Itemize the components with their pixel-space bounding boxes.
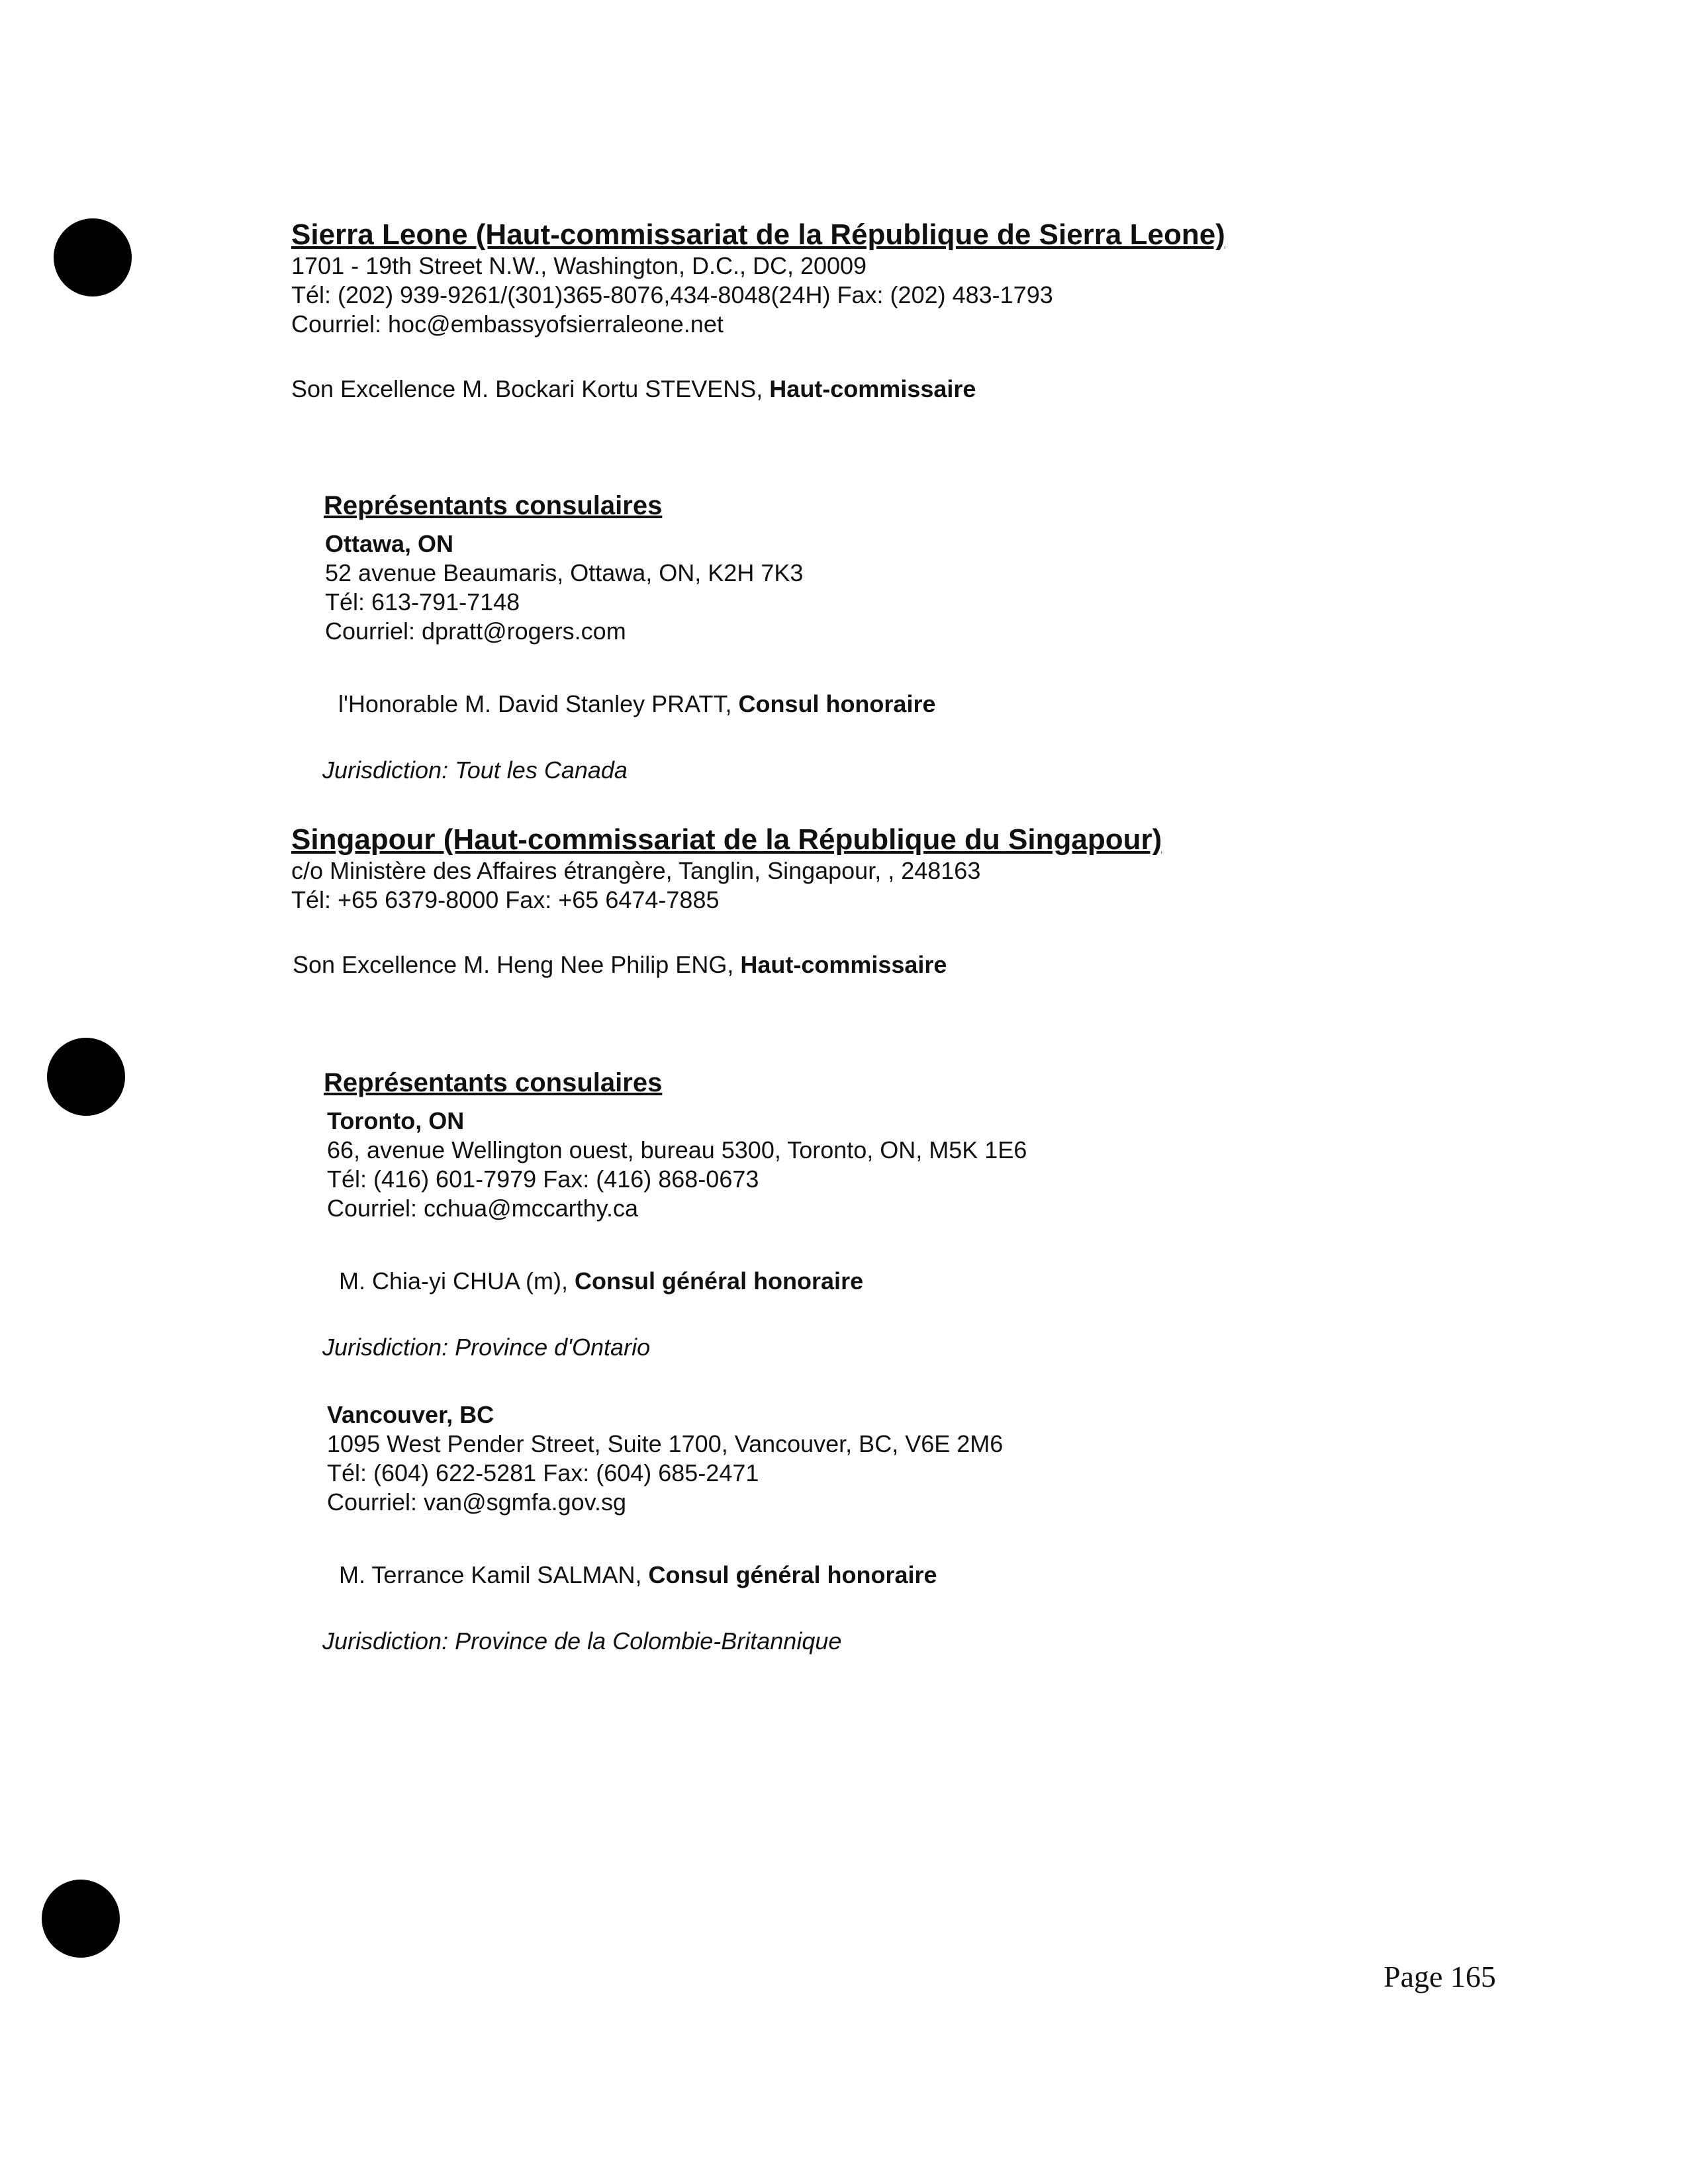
singapore-head-title: Haut-commissaire [740, 951, 947, 978]
consul-ottawa-officer [338, 690, 935, 719]
consul-ottawa-city: Ottawa, ON [325, 530, 454, 557]
binder-hole-middle [47, 1038, 125, 1116]
consul-toronto-officer [339, 1267, 863, 1296]
consul-vancouver [327, 1400, 1003, 1517]
sierra-leone-phone: Tél: (202) 939-9261/(301)365-8076,434-8048(24H) Fax: (202) 483-1793 [291, 281, 1053, 308]
singapore-address: c/o Ministère des Affaires étrangère, Tanglin, Singapour, , 248163 [291, 857, 981, 884]
sierra-leone-head-title: Haut-commissaire [769, 375, 976, 402]
sierra-leone-address: 1701 - 19th Street N.W., Washington, D.C., DC, 20009 [291, 252, 867, 279]
consul-ottawa-title: Consul honoraire [738, 690, 936, 717]
consul-toronto-title: Consul général honoraire [575, 1267, 864, 1295]
consul-ottawa-phone: Tél: 613-791-7148 [325, 588, 520, 615]
consul-vancouver-city: Vancouver, BC [327, 1401, 494, 1428]
sierra-leone-consular-heading: Représentants consulaires [324, 491, 663, 520]
consul-toronto-address: 66, avenue Wellington ouest, bureau 5300, Toronto, ON, M5K 1E6 [327, 1136, 1027, 1163]
sierra-leone-head-name: Son Excellence M. Bockari Kortu STEVENS, [291, 375, 770, 402]
consul-ottawa-name: l'Honorable M. David Stanley PRATT, [338, 690, 739, 717]
consul-ottawa [325, 529, 803, 646]
consul-ottawa-jurisdiction: Jurisdiction: Tout les Canada [322, 756, 628, 784]
sierra-leone-section [291, 218, 1225, 339]
sierra-leone-head-of-mission [291, 375, 976, 404]
sierra-leone-heading: Sierra Leone (Haut-commissariat de la République de Sierra Leone) [291, 218, 1225, 251]
sierra-leone-email: Courriel: hoc@embassyofsierraleone.net [291, 310, 724, 338]
consul-vancouver-officer [339, 1561, 937, 1590]
singapore-section [291, 823, 1162, 915]
consul-vancouver-title: Consul général honoraire [648, 1561, 937, 1588]
binder-hole-top [54, 218, 132, 296]
consul-toronto-phone: Tél: (416) 601-7979 Fax: (416) 868-0673 [327, 1165, 759, 1193]
page-number: Page 165 [1383, 1960, 1496, 1993]
singapore-head-of-mission [293, 950, 947, 979]
singapore-consular-heading: Représentants consulaires [324, 1068, 663, 1097]
consul-vancouver-email: Courriel: van@sgmfa.gov.sg [327, 1488, 627, 1516]
consul-toronto-email: Courriel: cchua@mccarthy.ca [327, 1195, 639, 1222]
consul-vancouver-phone: Tél: (604) 622-5281 Fax: (604) 685-2471 [327, 1459, 759, 1486]
consul-vancouver-jurisdiction: Jurisdiction: Province de la Colombie-Britannique [322, 1627, 842, 1655]
consul-vancouver-address: 1095 West Pender Street, Suite 1700, Vancouver, BC, V6E 2M6 [327, 1430, 1004, 1457]
singapore-phone: Tél: +65 6379-8000 Fax: +65 6474-7885 [291, 886, 720, 913]
consul-ottawa-address: 52 avenue Beaumaris, Ottawa, ON, K2H 7K3 [325, 559, 804, 586]
consul-toronto-jurisdiction: Jurisdiction: Province d'Ontario [322, 1334, 651, 1361]
consul-toronto-city: Toronto, ON [327, 1107, 465, 1134]
singapore-head-name: Son Excellence M. Heng Nee Philip ENG, [293, 951, 741, 978]
consul-toronto [327, 1107, 1027, 1223]
consul-vancouver-name: M. Terrance Kamil SALMAN, [339, 1561, 649, 1588]
binder-hole-bottom [42, 1880, 120, 1958]
consul-toronto-name: M. Chia-yi CHUA (m), [339, 1267, 575, 1295]
consul-ottawa-email: Courriel: dpratt@rogers.com [325, 617, 626, 645]
singapore-heading: Singapour (Haut-commissariat de la République du Singapour) [291, 823, 1162, 856]
